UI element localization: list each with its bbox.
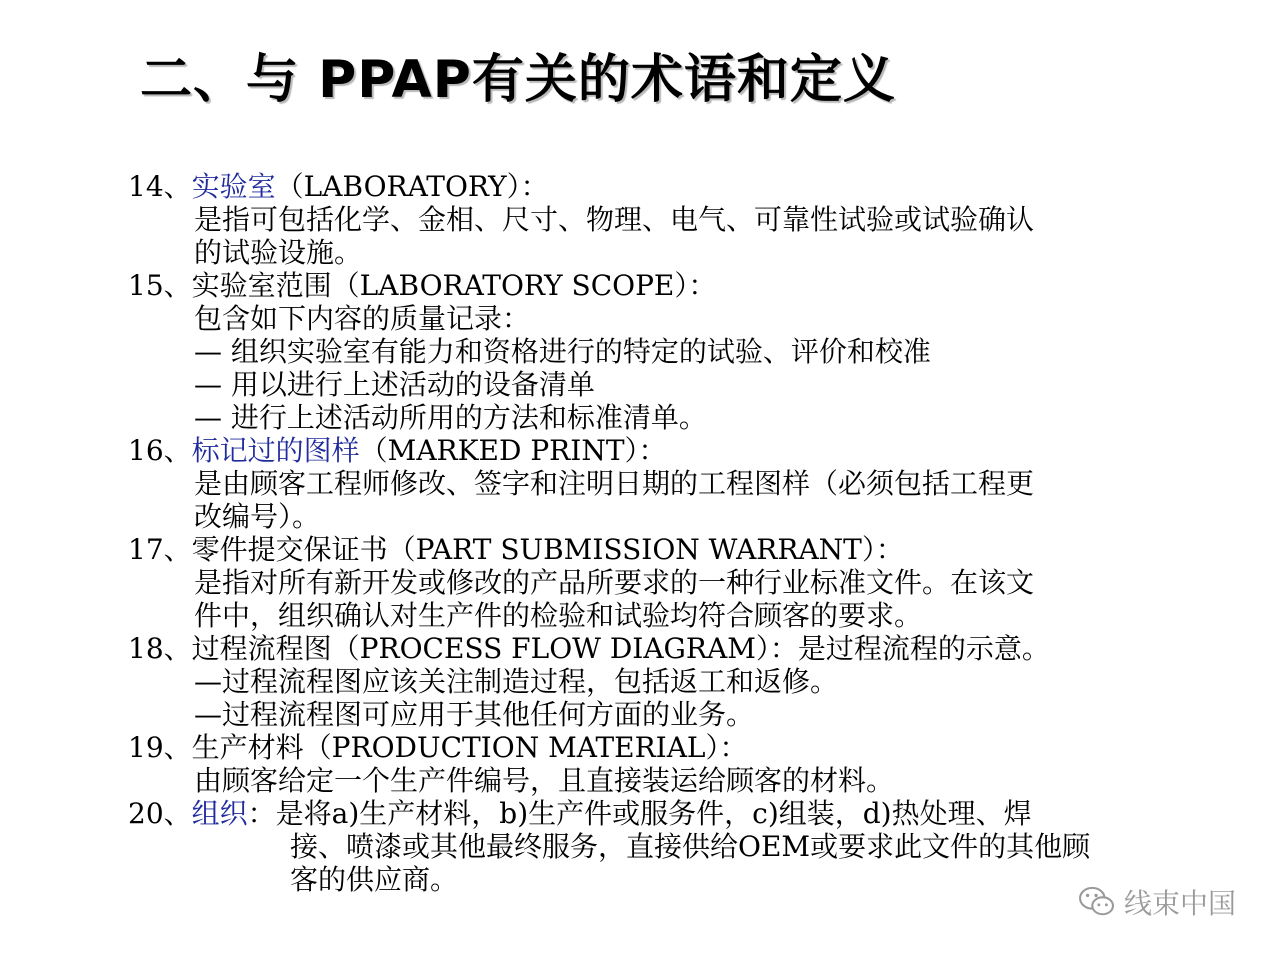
definition-term: 实验室: [191, 170, 276, 203]
definition-inline-text: 是过程流程的示意。: [797, 632, 1050, 665]
definition-line: — 用以进行上述活动的设备清单: [194, 368, 595, 401]
definition-term: 生产材料: [191, 731, 304, 764]
definition-number: 15、: [128, 269, 192, 302]
definition-line: 改编号）。: [194, 500, 321, 533]
slide-title: 二、与 PPAP有关的术语和定义: [140, 50, 896, 110]
definition-body: [128, 764, 1188, 797]
definition-term: 零件提交保证书: [191, 533, 388, 566]
definition-term: 过程流程图: [191, 632, 332, 665]
definition-heading: [128, 797, 1188, 830]
definition-heading: [128, 731, 1188, 764]
definition-body: [128, 830, 1188, 896]
definition-line: 由顾客给定一个生产件编号，且直接装运给顾客的材料。: [194, 764, 895, 797]
wechat-icon: [1078, 886, 1116, 918]
definition-line: — 进行上述活动所用的方法和标准清单。: [194, 401, 707, 434]
definition-number: 14、: [128, 170, 192, 203]
definition-english-term: （PART SUBMISSION WARRANT）：: [387, 533, 904, 566]
definition-line: —过程流程图可应用于其他任何方面的业务。: [194, 698, 755, 731]
definition-english-term: （PROCESS FLOW DIAGRAM）：: [331, 632, 798, 665]
definition-english-term: （PRODUCTION MATERIAL）：: [303, 731, 748, 764]
definition-line: 是指对所有新开发或修改的产品所要求的一种行业标准文件。在该文: [194, 566, 1035, 599]
definition-body: [128, 203, 1188, 269]
definition-line: 接、喷漆或其他最终服务，直接供给OEM或要求此文件的其他顾: [290, 830, 1091, 863]
definition-english-term: （LABORATORY SCOPE）：: [331, 269, 717, 302]
definition-number: 19、: [128, 731, 192, 764]
definition-line: 件中，组织确认对生产件的检验和试验均符合顾客的要求。: [194, 599, 923, 632]
definition-number: 20、: [128, 797, 192, 830]
definition-english-term: ：: [247, 797, 276, 830]
definition-line: 包含如下内容的质量记录：: [194, 302, 531, 335]
definition-term: 标记过的图样: [191, 434, 360, 467]
definition-line: 的试验设施。: [194, 236, 363, 269]
definition-number: 17、: [128, 533, 192, 566]
definition-term: 组织: [191, 797, 248, 830]
definition-english-term: （MARKED PRINT）：: [359, 434, 667, 467]
definition-body: [128, 467, 1188, 533]
definitions-list: [128, 170, 1188, 896]
definition-term: 实验室范围: [191, 269, 332, 302]
definition-body: [128, 665, 1188, 731]
definition-heading: [128, 533, 1188, 566]
definition-line: —过程流程图应该关注制造过程，包括返工和返修。: [194, 665, 839, 698]
definition-heading: [128, 170, 1188, 203]
definition-body: [128, 302, 1188, 434]
definition-line: 客的供应商。: [290, 863, 459, 896]
definition-line: 是由顾客工程师修改、签字和注明日期的工程图样（必须包括工程更: [194, 467, 1035, 500]
definition-english-term: （LABORATORY）：: [275, 170, 549, 203]
definition-body: [128, 566, 1188, 632]
definition-heading: [128, 434, 1188, 467]
definition-number: 18、: [128, 632, 192, 665]
definition-inline-text: 是将a)生产材料，b)生产件或服务件，c)组装，d)热处理、焊: [275, 797, 1032, 830]
definition-heading: [128, 269, 1188, 302]
watermark: [1078, 882, 1236, 922]
definition-line: 是指可包括化学、金相、尺寸、物理、电气、可靠性试验或试验确认: [194, 203, 1035, 236]
definition-number: 16、: [128, 434, 192, 467]
watermark-text: 线束中国: [1123, 887, 1236, 920]
definition-heading: [128, 632, 1188, 665]
definition-line: — 组织实验室有能力和资格进行的特定的试验、评价和校准: [194, 335, 931, 368]
